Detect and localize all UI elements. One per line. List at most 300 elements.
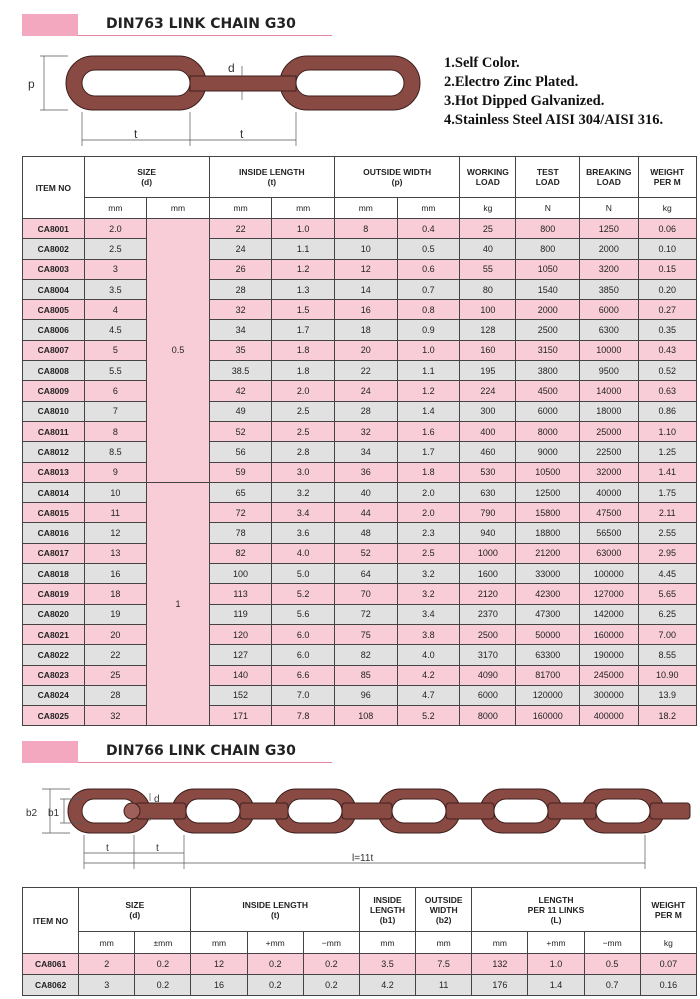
unit-cell: N — [580, 198, 638, 219]
unit-cell: mm — [147, 198, 210, 219]
data-cell: 8000 — [460, 706, 516, 726]
data-cell: 0.27 — [638, 300, 697, 320]
chain-link-hole-2 — [186, 799, 240, 823]
data-cell: 63300 — [516, 645, 580, 665]
item-no-cell: CA8021 — [23, 624, 85, 644]
data-cell: 32 — [334, 421, 397, 441]
data-cell: 16 — [191, 975, 247, 996]
data-cell: 55 — [460, 259, 516, 279]
unit-cell: kg — [638, 198, 697, 219]
label-l: l=11t — [352, 853, 374, 864]
data-cell: 0.52 — [638, 361, 697, 381]
data-cell: 44 — [334, 503, 397, 523]
size-d-cell: 22 — [84, 645, 147, 665]
data-cell: 10 — [334, 239, 397, 259]
section2-header — [22, 741, 332, 763]
item-no-cell: CA8006 — [23, 320, 85, 340]
item-no-cell: CA8003 — [23, 259, 85, 279]
data-cell: 22500 — [580, 442, 638, 462]
data-cell: 195 — [460, 361, 516, 381]
data-cell: 59 — [209, 462, 272, 482]
data-cell: 9500 — [580, 361, 638, 381]
din763-spec-table — [22, 156, 697, 726]
size-d-cell: 20 — [84, 624, 147, 644]
table-row — [23, 523, 697, 543]
data-cell: 176 — [472, 975, 528, 996]
item-no-cell: CA8005 — [23, 300, 85, 320]
data-cell: 3.2 — [397, 584, 460, 604]
col2-weight: WEIGHT PER M — [640, 888, 696, 932]
data-cell: 0.2 — [247, 975, 303, 996]
data-cell: 2.5 — [272, 401, 335, 421]
data-cell: 2.11 — [638, 503, 697, 523]
col2-inside-length: INSIDE LENGTH (t) — [191, 888, 359, 932]
item-no-cell: CA8061 — [23, 954, 79, 975]
table-row — [23, 604, 697, 624]
cross-link-3 — [342, 803, 392, 819]
data-cell: 0.43 — [638, 340, 697, 360]
data-cell: 100 — [460, 300, 516, 320]
unit-cell: mm — [272, 198, 335, 219]
item-no-cell: CA8019 — [23, 584, 85, 604]
data-cell: 1.7 — [397, 442, 460, 462]
size-d-cell: 7 — [84, 401, 147, 421]
data-cell: 14 — [334, 279, 397, 299]
data-cell: 6000 — [460, 685, 516, 705]
data-cell: 2.55 — [638, 523, 697, 543]
data-cell: 42300 — [516, 584, 580, 604]
data-cell: 1050 — [516, 259, 580, 279]
data-cell: 100 — [209, 564, 272, 584]
table-row — [23, 564, 697, 584]
size-d-cell: 2.5 — [84, 239, 147, 259]
data-cell: 5.6 — [272, 604, 335, 624]
data-cell: 0.6 — [397, 259, 460, 279]
data-cell: 3.4 — [272, 503, 335, 523]
data-cell: 0.7 — [584, 975, 640, 996]
data-cell: 42 — [209, 381, 272, 401]
data-cell: 0.63 — [638, 381, 697, 401]
note-3: 3.Hot Dipped Galvanized. — [444, 93, 605, 109]
col-size: SIZE (d) — [84, 157, 209, 198]
unit-cell: mm — [84, 198, 147, 219]
size-d-cell: 11 — [84, 503, 147, 523]
data-cell: 790 — [460, 503, 516, 523]
data-cell: 1600 — [460, 564, 516, 584]
table-row — [23, 706, 697, 726]
cross-link-4 — [446, 803, 494, 819]
data-cell: 40 — [334, 482, 397, 502]
data-cell: 3.6 — [272, 523, 335, 543]
data-cell: 1.6 — [397, 421, 460, 441]
data-cell: 3800 — [516, 361, 580, 381]
table-row — [23, 954, 697, 975]
data-cell: 16 — [334, 300, 397, 320]
size-d-cell: 16 — [84, 564, 147, 584]
data-cell: 32000 — [580, 462, 638, 482]
din763-chain-diagram — [0, 42, 440, 152]
table-row — [23, 279, 697, 299]
col2-outside-width: OUTSIDE WIDTH (b2) — [416, 888, 472, 932]
data-cell: 2120 — [460, 584, 516, 604]
data-cell: 2.8 — [272, 442, 335, 462]
data-cell: 25000 — [580, 421, 638, 441]
note-1: 1.Self Color. — [444, 55, 520, 71]
data-cell: 56 — [209, 442, 272, 462]
item-no-cell: CA8012 — [23, 442, 85, 462]
unit-cell: −mm — [303, 932, 359, 954]
data-cell: 0.8 — [397, 300, 460, 320]
unit-cell: ±mm — [135, 932, 191, 954]
data-cell: 34 — [334, 442, 397, 462]
data-cell: 530 — [460, 462, 516, 482]
data-cell: 630 — [460, 482, 516, 502]
data-cell: 24 — [209, 239, 272, 259]
data-cell: 4.45 — [638, 564, 697, 584]
data-cell: 119 — [209, 604, 272, 624]
data-cell: 160 — [460, 340, 516, 360]
label-b2: b2 — [26, 808, 38, 819]
data-cell: 1.7 — [272, 320, 335, 340]
data-cell: 0.86 — [638, 401, 697, 421]
data-cell: 0.16 — [640, 975, 696, 996]
data-cell: 2000 — [516, 300, 580, 320]
col-weight: WEIGHT PER M — [638, 157, 697, 198]
chain-link-hole-5 — [494, 799, 548, 823]
unit-cell: mm — [191, 932, 247, 954]
section1-header — [22, 14, 332, 36]
size-d-cell: 4 — [84, 300, 147, 320]
data-cell: 108 — [334, 706, 397, 726]
data-cell: 3170 — [460, 645, 516, 665]
data-cell: 3850 — [580, 279, 638, 299]
data-cell: 28 — [209, 279, 272, 299]
size-d-cell: 10 — [84, 482, 147, 502]
cross-link-6 — [650, 803, 690, 819]
size-d-cell: 9 — [84, 462, 147, 482]
data-cell: 64 — [334, 564, 397, 584]
data-cell: 4.7 — [397, 685, 460, 705]
label-b1: b1 — [48, 808, 60, 819]
size-d-cell: 12 — [84, 523, 147, 543]
item-no-cell: CA8007 — [23, 340, 85, 360]
data-cell: 28 — [334, 401, 397, 421]
data-cell: 5.65 — [638, 584, 697, 604]
table-row — [23, 361, 697, 381]
data-cell: 0.10 — [638, 239, 697, 259]
item-no-cell: CA8014 — [23, 482, 85, 502]
label-t1: t — [134, 127, 138, 141]
data-cell: 9000 — [516, 442, 580, 462]
data-cell: 3.2 — [397, 564, 460, 584]
data-cell: 300 — [460, 401, 516, 421]
din766-table-body — [23, 954, 697, 996]
data-cell: 1.75 — [638, 482, 697, 502]
data-cell: 2.95 — [638, 543, 697, 563]
item-no-cell: CA8023 — [23, 665, 85, 685]
size-d-cell: 13 — [84, 543, 147, 563]
din766-chain-diagram — [0, 775, 700, 880]
col-outside-width: OUTSIDE WIDTH (p) — [334, 157, 459, 198]
data-cell: 78 — [209, 523, 272, 543]
data-cell: 65 — [209, 482, 272, 502]
table-row — [23, 503, 697, 523]
data-cell: 0.07 — [640, 954, 696, 975]
data-cell: 4.0 — [397, 645, 460, 665]
label-t2: t — [240, 127, 244, 141]
data-cell: 0.9 — [397, 320, 460, 340]
data-cell: 460 — [460, 442, 516, 462]
data-cell: 32 — [209, 300, 272, 320]
data-cell: 224 — [460, 381, 516, 401]
data-cell: 18.2 — [638, 706, 697, 726]
item-no-cell: CA8011 — [23, 421, 85, 441]
table-row — [23, 219, 697, 239]
data-cell: 4.0 — [272, 543, 335, 563]
data-cell: 190000 — [580, 645, 638, 665]
size-d-cell: 4.5 — [84, 320, 147, 340]
unit-cell: +mm — [247, 932, 303, 954]
item-no-cell: CA8002 — [23, 239, 85, 259]
data-cell: 0.2 — [247, 954, 303, 975]
data-cell: 49 — [209, 401, 272, 421]
unit-cell: mm — [416, 932, 472, 954]
data-cell: 7.0 — [272, 685, 335, 705]
data-cell: 3.5 — [359, 954, 415, 975]
item-no-cell: CA8015 — [23, 503, 85, 523]
data-cell: 2500 — [516, 320, 580, 340]
data-cell: 1540 — [516, 279, 580, 299]
data-cell: 2.0 — [397, 482, 460, 502]
table-row — [23, 340, 697, 360]
data-cell: 4090 — [460, 665, 516, 685]
data-cell: 50000 — [516, 624, 580, 644]
size-tolerance-cell: 1 — [147, 482, 210, 726]
item-no-cell: CA8022 — [23, 645, 85, 665]
item-no-cell: CA8017 — [23, 543, 85, 563]
data-cell: 34 — [209, 320, 272, 340]
label-d2: d — [154, 794, 160, 805]
table-row — [23, 645, 697, 665]
data-cell: 10500 — [516, 462, 580, 482]
data-cell: 8 — [334, 219, 397, 239]
size-d-cell: 8.5 — [84, 442, 147, 462]
data-cell: 7.5 — [416, 954, 472, 975]
data-cell: 1.2 — [272, 259, 335, 279]
table-row — [23, 239, 697, 259]
data-cell: 22 — [334, 361, 397, 381]
unit-cell: mm — [209, 198, 272, 219]
data-cell: 142000 — [580, 604, 638, 624]
data-cell: 1.3 — [272, 279, 335, 299]
table-row — [23, 381, 697, 401]
unit-cell: mm — [359, 932, 415, 954]
item-no-cell: CA8062 — [23, 975, 79, 996]
data-cell: 152 — [209, 685, 272, 705]
data-cell: 38.5 — [209, 361, 272, 381]
data-cell: 0.2 — [135, 975, 191, 996]
size-d-cell: 32 — [84, 706, 147, 726]
size-d-cell: 28 — [84, 685, 147, 705]
data-cell: 5.0 — [272, 564, 335, 584]
data-cell: 82 — [334, 645, 397, 665]
data-cell: 3200 — [580, 259, 638, 279]
data-cell: 6000 — [580, 300, 638, 320]
data-cell: 2.5 — [397, 543, 460, 563]
data-cell: 3.2 — [272, 482, 335, 502]
data-cell: 2370 — [460, 604, 516, 624]
data-cell: 25 — [460, 219, 516, 239]
size-d-cell: 19 — [84, 604, 147, 624]
data-cell: 2 — [79, 954, 135, 975]
label-p: p — [28, 77, 35, 91]
data-cell: 18000 — [580, 401, 638, 421]
label-d: d — [228, 61, 235, 75]
col2-size: SIZE (d) — [79, 888, 191, 932]
data-cell: 1.10 — [638, 421, 697, 441]
data-cell: 33000 — [516, 564, 580, 584]
data-cell: 0.5 — [397, 239, 460, 259]
unit-cell: mm — [79, 932, 135, 954]
label-t4: t — [156, 843, 159, 854]
data-cell: 3 — [79, 975, 135, 996]
data-cell: 14000 — [580, 381, 638, 401]
table-row — [23, 462, 697, 482]
size-d-cell: 25 — [84, 665, 147, 685]
item-no-cell: CA8025 — [23, 706, 85, 726]
size-d-cell: 5 — [84, 340, 147, 360]
data-cell: 940 — [460, 523, 516, 543]
data-cell: 6.0 — [272, 624, 335, 644]
data-cell: 0.2 — [135, 954, 191, 975]
data-cell: 48 — [334, 523, 397, 543]
data-cell: 0.20 — [638, 279, 697, 299]
data-cell: 0.4 — [397, 219, 460, 239]
data-cell: 300000 — [580, 685, 638, 705]
data-cell: 47500 — [580, 503, 638, 523]
table-row — [23, 300, 697, 320]
data-cell: 400000 — [580, 706, 638, 726]
item-no-cell: CA8010 — [23, 401, 85, 421]
data-cell: 171 — [209, 706, 272, 726]
data-cell: 120000 — [516, 685, 580, 705]
data-cell: 6000 — [516, 401, 580, 421]
table-row — [23, 665, 697, 685]
section1-title: DIN763 LINK CHAIN G30 — [106, 16, 296, 32]
units-row — [23, 198, 697, 219]
data-cell: 12 — [334, 259, 397, 279]
data-cell: 40 — [460, 239, 516, 259]
data-cell: 5.2 — [272, 584, 335, 604]
unit-cell: mm — [472, 932, 528, 954]
data-cell: 3150 — [516, 340, 580, 360]
data-cell: 100000 — [580, 564, 638, 584]
data-cell: 82 — [209, 543, 272, 563]
unit-cell: N — [516, 198, 580, 219]
data-cell: 18800 — [516, 523, 580, 543]
data-cell: 63000 — [580, 543, 638, 563]
col-item-no: ITEM NO — [23, 157, 85, 219]
data-cell: 12 — [191, 954, 247, 975]
data-cell: 1.0 — [528, 954, 584, 975]
table-row — [23, 685, 697, 705]
item-no-cell: CA8018 — [23, 564, 85, 584]
cross-link-1 — [136, 803, 186, 819]
size-d-cell: 3 — [84, 259, 147, 279]
data-cell: 1.25 — [638, 442, 697, 462]
section1-rule — [78, 35, 332, 36]
size-d-cell: 6 — [84, 381, 147, 401]
data-cell: 1.8 — [272, 361, 335, 381]
data-cell: 7.00 — [638, 624, 697, 644]
data-cell: 81700 — [516, 665, 580, 685]
data-cell: 0.06 — [638, 219, 697, 239]
section1-accent-block — [22, 14, 78, 36]
unit-cell: −mm — [584, 932, 640, 954]
table-row — [23, 624, 697, 644]
data-cell: 2.5 — [272, 421, 335, 441]
table-row — [23, 442, 697, 462]
note-4: 4.Stainless Steel AISI 304/AISI 316. — [444, 112, 664, 128]
data-cell: 7.8 — [272, 706, 335, 726]
item-no-cell: CA8009 — [23, 381, 85, 401]
data-cell: 1.4 — [397, 401, 460, 421]
wire-section-mark — [124, 803, 140, 819]
data-cell: 127000 — [580, 584, 638, 604]
data-cell: 140 — [209, 665, 272, 685]
data-cell: 0.5 — [584, 954, 640, 975]
finish-notes — [444, 54, 663, 130]
data-cell: 72 — [209, 503, 272, 523]
item-no-cell: CA8013 — [23, 462, 85, 482]
data-cell: 2000 — [580, 239, 638, 259]
data-cell: 160000 — [516, 706, 580, 726]
data-cell: 2.0 — [397, 503, 460, 523]
data-cell: 75 — [334, 624, 397, 644]
cross-link-2 — [240, 803, 288, 819]
section2-title: DIN766 LINK CHAIN G30 — [106, 743, 296, 759]
data-cell: 0.2 — [303, 975, 359, 996]
data-cell: 80 — [460, 279, 516, 299]
table-row — [23, 421, 697, 441]
data-cell: 2.3 — [397, 523, 460, 543]
data-cell: 6300 — [580, 320, 638, 340]
data-cell: 400 — [460, 421, 516, 441]
item-no-cell: CA8016 — [23, 523, 85, 543]
section2-rule — [78, 762, 332, 763]
din763-table-body — [23, 219, 697, 726]
data-cell: 4.2 — [359, 975, 415, 996]
size-tolerance-cell: 0.5 — [147, 219, 210, 483]
data-cell: 13.9 — [638, 685, 697, 705]
size-d-cell: 18 — [84, 584, 147, 604]
item-no-cell: CA8008 — [23, 361, 85, 381]
data-cell: 10000 — [580, 340, 638, 360]
data-cell: 113 — [209, 584, 272, 604]
unit-cell: +mm — [528, 932, 584, 954]
table-row — [23, 320, 697, 340]
size-d-cell: 3.5 — [84, 279, 147, 299]
data-cell: 0.2 — [303, 954, 359, 975]
unit-cell: mm — [334, 198, 397, 219]
data-cell: 8.55 — [638, 645, 697, 665]
data-cell: 24 — [334, 381, 397, 401]
data-cell: 52 — [209, 421, 272, 441]
data-cell: 47300 — [516, 604, 580, 624]
col-working-load: WORKING LOAD — [460, 157, 516, 198]
item-no-cell: CA8004 — [23, 279, 85, 299]
data-cell: 21200 — [516, 543, 580, 563]
